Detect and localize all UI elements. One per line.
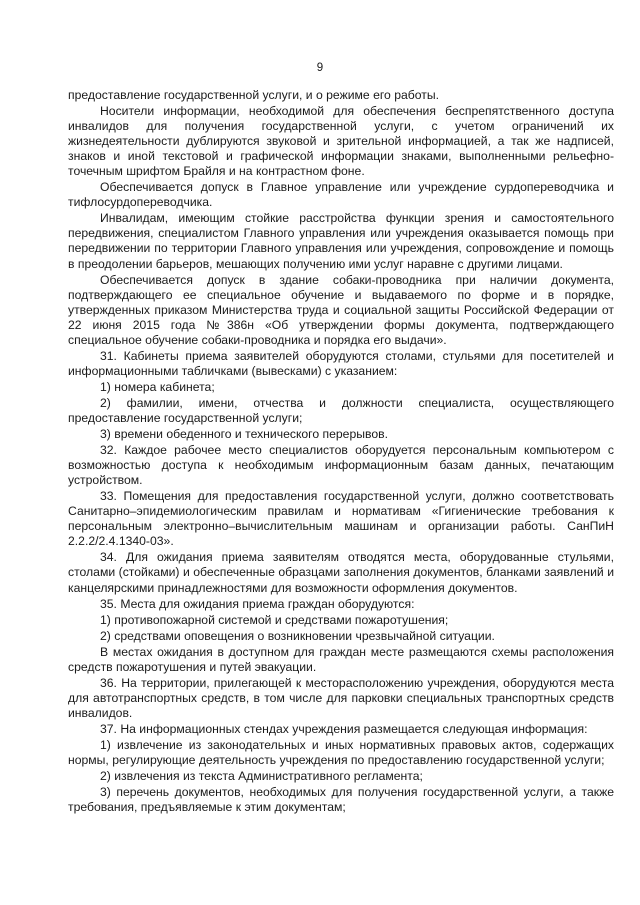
paragraph: Обеспечивается допуск в здание собаки-проводника при наличии документа, подтверждающего ее специальное обучение и выдаваемого по форме и в порядке, утвержденных приказом Министерства труда и социальной защиты Российской Федерации от 22 июня 2015 года №386н «Об утверждении формы документа, подтверждающего специальное обучение собаки-проводника и порядка его выдачи». bbox=[68, 272, 614, 347]
paragraph: 35. Места для ожидания приема граждан оборудуются: bbox=[100, 596, 415, 611]
paragraph: Обеспечивается допуск в Главное управление или учреждение сурдопереводчика и тифлосурдопереводчика. bbox=[68, 180, 614, 210]
paragraph: В местах ожидания в доступном для граждан месте размещаются схемы расположения средств пожаротушения и путей эвакуации. bbox=[68, 644, 614, 674]
paragraph: 33. Помещения для предоставления государственной услуги, должно соответствовать Санитарно–эпидемиологическим правилам и нормативам «Гигиенические требования к персональным электронно–вычислительным машинам и организации работы. СанПиН 2.2.2/2.4.1340-03». bbox=[68, 489, 614, 549]
paragraph: 2) средствами оповещения о возникновении чрезвычайной ситуации. bbox=[100, 628, 495, 643]
paragraph: 3) перечень документов, необходимых для получения государственной услуги, а также требования, предъявляемые к этим документам; bbox=[68, 785, 614, 815]
page-number: 9 bbox=[316, 62, 324, 74]
document-body bbox=[68, 88, 614, 815]
paragraph: 32. Каждое рабочее место специалистов оборудуется персональным компьютером с возможностью доступа к необходимым информационным базам данных, печатающим устройством. bbox=[68, 443, 614, 488]
paragraph: предоставление государственной услуги, и о режиме его работы. bbox=[68, 88, 439, 102]
paragraph: 2) извлечения из текста Административного регламента; bbox=[100, 769, 423, 784]
paragraph: 1) противопожарной системой и средствами пожаротушения; bbox=[100, 612, 449, 627]
paragraph: 1) извлечение из законодательных и иных нормативных правовых актов, содержащих нормы, регулирующие деятельность учреждения по предоставлению государственной услуги; bbox=[68, 737, 614, 768]
paragraph: 2) фамилии, имени, отчества и должности специалиста, осуществляющего предоставление государственной услуги; bbox=[68, 395, 614, 425]
paragraph: 37. На информационных стендах учреждения размещается следующая информация: bbox=[100, 721, 588, 736]
paragraph: 1) номера кабинета; bbox=[100, 379, 215, 394]
paragraph: Носители информации, необходимой для обеспечения беспрепятственного доступа инвалидов для получения государственной услуги, с учетом ограничений их жизнедеятельности дублируются звуковой и зрительной информацией, а так же надписей, знаков и иной текстовой и графической информации знаками, выполненными рельефно-точечным шрифтом Брайля и на контрастном фоне. bbox=[68, 104, 614, 179]
paragraph: 36. На территории, прилегающей к месторасположению учреждения, оборудуются места для автотранспортных средств, в том числе для парковки специальных транспортных средств инвалидов. bbox=[68, 675, 614, 720]
paragraph: Инвалидам, имеющим стойкие расстройства функции зрения и самостоятельного передвижения, специалистом Главного управления или учреждения оказывается помощь при передвижении по территории Главного управления или учреждения, сопровождение и помощь в преодолении барьеров, мешающих получению ими услуг наравне с другими лицами. bbox=[68, 211, 614, 271]
paragraph: 34. Для ожидания приема заявителям отводятся места, оборудованные стульями, столами (стойками) и обеспеченные образцами заполнения документов, бланками заявлений и канцелярскими принадлежностями для возможности оформления документов. bbox=[68, 550, 614, 595]
paragraph: 3) времени обеденного и технического перерывов. bbox=[100, 427, 388, 442]
paragraph: 31. Кабинеты приема заявителей оборудуются столами, стульями для посетителей и информационными табличками (вывесками) с указанием: bbox=[68, 348, 614, 378]
